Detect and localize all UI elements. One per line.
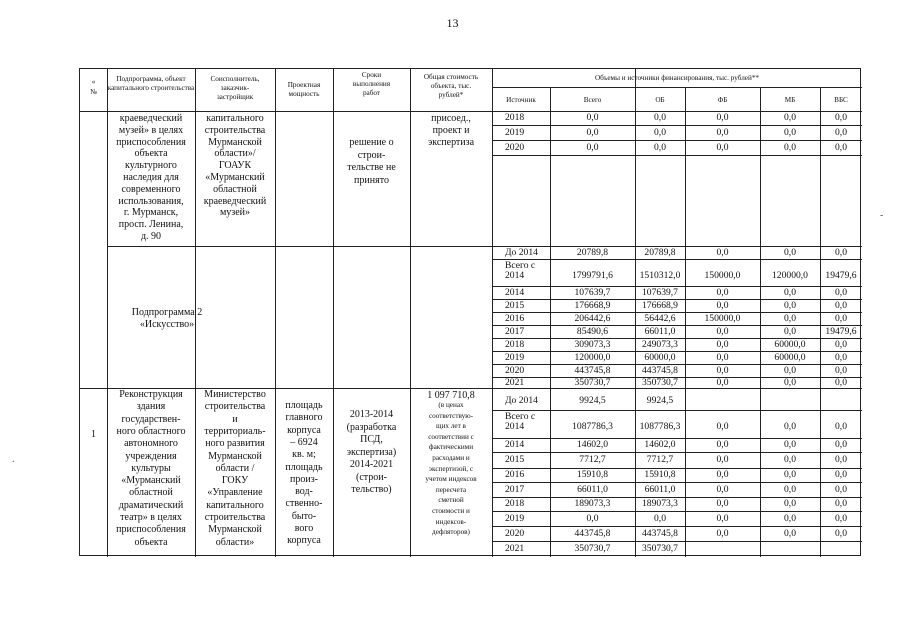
- grid-line: [492, 69, 493, 557]
- block3-row-cell: 15910,8: [644, 469, 676, 480]
- block3-row-cell: 0,0: [835, 512, 847, 524]
- block1-object: приспособления: [116, 136, 186, 148]
- block2-row-cell: 85490,6: [576, 325, 609, 337]
- block3-executor: территориаль-: [204, 425, 266, 437]
- block3-row-cell: 0,0: [835, 527, 847, 539]
- block3-cost: соответствую-: [428, 411, 474, 420]
- block2-row-cell: 0,0: [716, 364, 729, 376]
- block2-row-cell: 0,0: [835, 364, 847, 376]
- block3-object: автономного: [124, 438, 178, 450]
- block3-capacity: главного: [285, 412, 323, 424]
- block1-row-cell: 0,0: [586, 141, 599, 153]
- block1-row-cell: 0,0: [716, 112, 729, 123]
- block3-row-cell: 0,0: [835, 469, 847, 480]
- header-total-cost: Общая стоимость: [423, 73, 479, 81]
- block1-object: музей» в целях: [118, 124, 184, 136]
- block3-row-cell: 0,0: [835, 439, 847, 450]
- row-line: [492, 259, 862, 260]
- block3-executor: капитального: [206, 499, 264, 511]
- block1-terms: строи-: [357, 149, 386, 161]
- block2-row-cell: 120000,0: [574, 351, 611, 363]
- block3-terms: тельство): [351, 484, 392, 495]
- block3-row-cell: 0,0: [716, 421, 729, 432]
- block3-row-cell: 15910,8: [576, 469, 609, 480]
- block1-executor: капитального: [206, 113, 264, 124]
- block1-cost: проект и: [432, 125, 470, 136]
- block2-row-cell: 350730,7: [642, 376, 678, 388]
- row-line: [492, 452, 862, 453]
- header-executor: заказчик-: [220, 84, 250, 92]
- block3-object: приспособления: [116, 524, 186, 536]
- block1-executor: музей»: [219, 207, 251, 219]
- block2-row-cell: 19479,6: [825, 270, 857, 281]
- block3-row-cell: 14602,0: [644, 439, 676, 450]
- block1-row-cell: 0,0: [835, 126, 847, 138]
- block2-row-cell: 0,0: [835, 351, 847, 363]
- block1-object: современного: [121, 183, 181, 195]
- page-number: 13: [446, 16, 459, 30]
- block3-row-cell: 0,0: [654, 512, 666, 524]
- block3-capacity: корпуса: [287, 424, 321, 436]
- block3-row-cell: 14602,0: [576, 439, 609, 450]
- block1-row-cell: 0,0: [716, 126, 729, 138]
- block3-row-cell: 0,0: [716, 439, 729, 450]
- block3-row-cell: 0,0: [586, 512, 599, 524]
- block1-executor: ГОАУК: [218, 160, 252, 172]
- block2-row-cell: 443745,8: [574, 364, 611, 376]
- financing-table: [79, 68, 861, 556]
- block3-executor: Министерство: [204, 389, 266, 400]
- block3-cost-main: 1 097 710,8: [427, 390, 475, 401]
- block1-object: культурного: [125, 160, 177, 172]
- block3-executor: и: [232, 413, 238, 425]
- header-capacity: Проектная: [287, 81, 321, 89]
- block1-cost: присоед.,: [431, 113, 471, 124]
- row-line: [492, 410, 862, 411]
- block2-row-cell: 56442,6: [644, 312, 676, 324]
- block2-row-cell: 0,0: [835, 338, 847, 350]
- row-line: [492, 541, 862, 542]
- block3-row-cell: 0,0: [835, 421, 847, 432]
- block3-row-cell: 0,0: [784, 469, 796, 480]
- header-num: №: [90, 88, 97, 96]
- block2-row-cell: 0,0: [716, 286, 729, 298]
- block1-row-cell: 0,0: [654, 141, 666, 153]
- block2-row-cell: 0,0: [784, 299, 796, 311]
- block1-object: краеведческий: [119, 113, 183, 124]
- block2-row-cell: 107639,7: [642, 286, 678, 298]
- block2-row-cell: 150000,0: [704, 312, 741, 324]
- block3-row-cell: 350730,7: [574, 543, 611, 554]
- block2-row-cell: 20789,8: [576, 246, 609, 258]
- block3-cost: экспертизой, с: [428, 464, 474, 473]
- block1-executor: области»/: [214, 148, 256, 160]
- block3-row-cell: 0,0: [784, 498, 796, 509]
- block2-row-cell: 0,0: [835, 246, 847, 258]
- block3-cost: сметной: [438, 496, 464, 505]
- block3-object: учреждения: [125, 450, 177, 462]
- block3-executor: «Управление: [207, 487, 263, 499]
- block3-object: ного областного: [116, 425, 186, 437]
- header-col-2: ОБ: [655, 96, 665, 104]
- block2-row-cell: 19479,6: [825, 325, 857, 337]
- block1-object: использования,: [118, 195, 184, 207]
- block2-row-cell: 0,0: [716, 338, 729, 350]
- block2-row-src: До 2014: [505, 246, 538, 258]
- block3-cost: щих лет в: [436, 422, 466, 431]
- block2-row-src: 2018: [505, 338, 525, 350]
- header-financing: Объемы и источники финансирования, тыс. рублей**: [594, 74, 760, 82]
- block2-row-src: 2014: [505, 286, 525, 298]
- block1-row-cell: 0,0: [784, 141, 796, 153]
- block2-row-cell: 0,0: [716, 246, 729, 258]
- block3-capacity: корпуса: [287, 535, 321, 547]
- block2-row-cell: 150000,0: [704, 270, 741, 281]
- block3-executor: строительства: [204, 512, 266, 523]
- block3-terms: 2013-2014: [349, 409, 394, 420]
- header-mark: «: [91, 78, 96, 86]
- block2-row-cell: 309073,3: [574, 338, 611, 350]
- block2-row-cell: 1799791,6: [572, 270, 613, 281]
- block3-row-cell: 0,0: [835, 498, 847, 509]
- block3-row-cell: 0,0: [784, 512, 796, 524]
- block1-object: просп. Ленина,: [118, 219, 184, 231]
- block3-executor: строительства: [204, 401, 266, 413]
- block1-executor: Мурманской: [208, 136, 262, 148]
- block3-cost: пересчета: [435, 485, 467, 494]
- block1-executor: «Мурманский: [205, 172, 265, 183]
- block2-row-cell: 0,0: [835, 312, 847, 324]
- block3-row-src: 2016: [505, 469, 525, 480]
- block3-row-cell: 0,0: [784, 483, 796, 495]
- block2-row-cell: 0,0: [784, 286, 796, 298]
- block3-capacity: вод-: [295, 486, 313, 498]
- block3-row-src: 2018: [505, 498, 525, 509]
- block2-row-src: 2019: [505, 351, 525, 363]
- header-terms: работ: [362, 89, 381, 97]
- block1-row-src: 2018: [505, 112, 525, 123]
- block3-row-cell: 0,0: [716, 469, 729, 480]
- block1-executor: краеведческий: [203, 195, 267, 207]
- block2-row-src: 2014: [505, 270, 525, 281]
- block1-row-cell: 0,0: [784, 126, 796, 138]
- block3-executor: области /: [215, 462, 255, 474]
- block3-executor: Мурманской: [208, 524, 262, 536]
- block3-capacity: – 6924: [290, 436, 318, 448]
- block1-row-cell: 0,0: [716, 141, 729, 153]
- block2-row-cell: 0,0: [835, 299, 847, 311]
- block3-cost: соответствии с: [428, 432, 474, 441]
- block3-executor: ного развития: [205, 438, 265, 450]
- block2-row-src: 2020: [505, 364, 525, 376]
- block3-executor: области»: [215, 536, 255, 548]
- block3-cost: (в ценах: [438, 401, 464, 409]
- block3-row-cell: 443745,8: [574, 527, 611, 539]
- block2-row-cell: 0,0: [784, 364, 796, 376]
- block1-row-cell: 0,0: [784, 112, 796, 123]
- block3-cost: стоимости и: [432, 507, 470, 515]
- header-col-0: Источник: [506, 96, 536, 104]
- block3-object: культуры: [131, 462, 171, 474]
- block3-row-src: 2014: [505, 439, 525, 450]
- block1-row-cell: 0,0: [654, 126, 666, 138]
- block2-row-src: Всего с: [505, 260, 536, 271]
- block1-terms: принято: [354, 174, 389, 186]
- header-terms: выполнения: [352, 80, 391, 88]
- block1-row-cell: 0,0: [654, 112, 666, 123]
- block3-row-cell: 350730,7: [642, 543, 678, 554]
- block2-row-cell: 0,0: [835, 376, 847, 388]
- header-capacity: мощность: [288, 90, 320, 98]
- block1-row-src: 2019: [505, 126, 525, 138]
- block3-executor: Мурманской: [208, 450, 262, 462]
- block2-row-cell: 0,0: [716, 299, 729, 311]
- block3-capacity: площадь: [285, 400, 323, 411]
- block3-cost: расходами и: [432, 454, 470, 462]
- block1-terms: решение о: [349, 137, 394, 148]
- block3-row-src: До 2014: [505, 395, 538, 406]
- block1-row-src: 2020: [505, 141, 525, 153]
- block2-row-cell: 350730,7: [574, 376, 611, 388]
- block2-row-cell: 1510312,0: [639, 270, 681, 281]
- block3-capacity: кв. м;: [292, 449, 316, 461]
- block3-terms: экспертиза): [346, 446, 397, 458]
- block3-row-cell: 1087786,3: [639, 421, 681, 432]
- block2-row-cell: 60000,0: [644, 351, 676, 363]
- block3-row-cell: 7712,7: [646, 454, 674, 465]
- header-col-5: ВБС: [834, 96, 848, 104]
- block2-row-cell: 0,0: [784, 325, 796, 337]
- block1-object: объекта: [134, 148, 168, 160]
- block2-row-cell: 60000,0: [774, 351, 806, 363]
- block3-row-cell: 0,0: [716, 498, 729, 509]
- block2-row-cell: 66011,0: [644, 325, 676, 337]
- block3-capacity: вого: [294, 523, 314, 534]
- block3-row-cell: 0,0: [784, 421, 796, 432]
- block3-row-cell: 7712,7: [579, 454, 606, 465]
- block3-row-cell: 66011,0: [577, 483, 608, 495]
- block3-row-src: 2020: [505, 527, 525, 539]
- block3-capacity: площадь: [285, 461, 323, 473]
- block2-title: «Искусство»: [139, 319, 195, 330]
- block3-capacity: быто-: [291, 510, 317, 522]
- block1-cost: экспертиза: [427, 137, 475, 148]
- header-col-3: ФБ: [717, 96, 728, 104]
- header-col-4: МБ: [784, 96, 796, 104]
- header-col-1: Всего: [583, 96, 602, 104]
- header-executor: застройщик: [216, 93, 254, 101]
- block2-row-cell: 0,0: [784, 376, 796, 388]
- block3-object: объекта: [134, 536, 168, 548]
- block3-cost: фактическими: [428, 443, 474, 452]
- block3-row-cell: 0,0: [716, 454, 729, 465]
- block2-row-cell: 176668,9: [642, 299, 678, 311]
- block3-row-cell: 0,0: [835, 483, 847, 495]
- margin-mark: .: [12, 454, 15, 465]
- block3-object: драматический: [118, 499, 184, 511]
- block3-row-cell: 0,0: [835, 454, 847, 465]
- block1-object: д. 90: [140, 231, 162, 242]
- block1-object: наследия для: [123, 172, 179, 183]
- block3-row-cell: 1087786,3: [572, 421, 613, 432]
- block1-row-cell: 0,0: [586, 126, 599, 138]
- header-total-cost: рублей*: [438, 91, 464, 99]
- header-executor: Соисполнитель,: [210, 75, 260, 83]
- block2-row-cell: 0,0: [835, 286, 847, 298]
- block3-row-cell: 443745,8: [642, 527, 678, 539]
- block3-object: театр» в целях: [120, 512, 182, 523]
- financing-header-divider: [492, 87, 862, 88]
- row-line: [492, 155, 862, 156]
- block3-cost: дефляторов): [432, 528, 470, 537]
- block1-row-cell: 0,0: [835, 112, 847, 123]
- block3-row-cell: 0,0: [784, 439, 796, 450]
- block3-terms: (строи-: [356, 471, 387, 483]
- block3-row-cell: 9924,5: [646, 395, 674, 406]
- header-subprogram: Подпрограмма, объект: [116, 75, 186, 83]
- block3-executor: ГОКУ: [221, 475, 249, 487]
- block1-terms: тельстве не: [347, 162, 396, 173]
- block3-object: Реконструкция: [119, 389, 183, 400]
- block2-row-cell: 249073,3: [642, 338, 678, 350]
- block3-row-cell: 9924,5: [579, 395, 606, 406]
- block2-row-src: 2015: [505, 299, 525, 311]
- header-subprogram: капитального строительства: [107, 84, 195, 92]
- block3-terms: (разработка: [346, 421, 397, 433]
- block2-row-cell: 60000,0: [774, 338, 806, 350]
- block2-row-cell: 120000,0: [772, 270, 808, 281]
- block2-row-cell: 107639,7: [574, 286, 611, 298]
- block2-row-cell: 0,0: [716, 325, 729, 337]
- block3-row-cell: 189073,3: [642, 498, 678, 509]
- block3-row-cell: 189073,3: [574, 498, 611, 509]
- block3-row-src: 2015: [505, 454, 525, 465]
- block3-row-cell: 0,0: [784, 527, 796, 539]
- block3-row-src: 2019: [505, 512, 525, 524]
- block3-object: «Мурманский: [121, 475, 181, 487]
- block3-row-src: Всего с: [505, 411, 536, 422]
- block2-row-src: 2021: [505, 376, 525, 388]
- block1-executor: областной: [213, 183, 257, 195]
- margin-mark: -: [880, 210, 884, 221]
- block3-cost: индексов-: [435, 517, 467, 526]
- block2-row-cell: 20789,8: [644, 246, 676, 258]
- block1-object: г. Мурманск,: [123, 207, 179, 219]
- block1-row-cell: 0,0: [586, 112, 599, 123]
- block2-row-cell: 0,0: [716, 351, 729, 363]
- block2-row-cell: 206442,6: [574, 312, 611, 324]
- block3-row-cell: 66011,0: [644, 483, 676, 495]
- block2-row-cell: 443745,8: [642, 364, 678, 376]
- block2-row-src: 2017: [505, 325, 525, 337]
- block3-row-src: 2014: [505, 421, 525, 432]
- block2-title: Подпрограмма 2: [131, 307, 203, 318]
- block3-cost: учетом индексов: [425, 475, 477, 484]
- block2-row-cell: 0,0: [716, 376, 729, 388]
- block2-row-cell: 0,0: [784, 246, 796, 258]
- block3-row-src: 2017: [505, 483, 525, 495]
- block2-row-cell: 176668,9: [574, 299, 611, 311]
- block3-object: областной: [129, 487, 173, 499]
- block2-row-src: 2016: [505, 312, 525, 324]
- block3-object: здания: [136, 401, 166, 413]
- block3-row-cell: 0,0: [784, 454, 796, 465]
- block2-row-cell: 0,0: [784, 312, 796, 324]
- block3-object: государствен-: [121, 413, 181, 425]
- block1-executor: строительства: [204, 124, 266, 136]
- block3-capacity: произ-: [290, 473, 318, 485]
- block3-row-cell: 0,0: [716, 483, 729, 495]
- block3-terms: 2014-2021: [349, 459, 394, 470]
- block3-num: 1: [91, 429, 96, 440]
- header-terms: Сроки: [361, 71, 382, 79]
- header-total-cost: объекта, тыс.: [430, 82, 472, 90]
- block3-terms: ПСД,: [360, 434, 383, 445]
- block3-capacity: ственно-: [285, 498, 323, 510]
- block3-row-cell: 0,0: [716, 512, 729, 524]
- block3-row-cell: 0,0: [716, 527, 729, 539]
- block3-row-src: 2021: [505, 543, 525, 554]
- block1-row-cell: 0,0: [835, 141, 847, 153]
